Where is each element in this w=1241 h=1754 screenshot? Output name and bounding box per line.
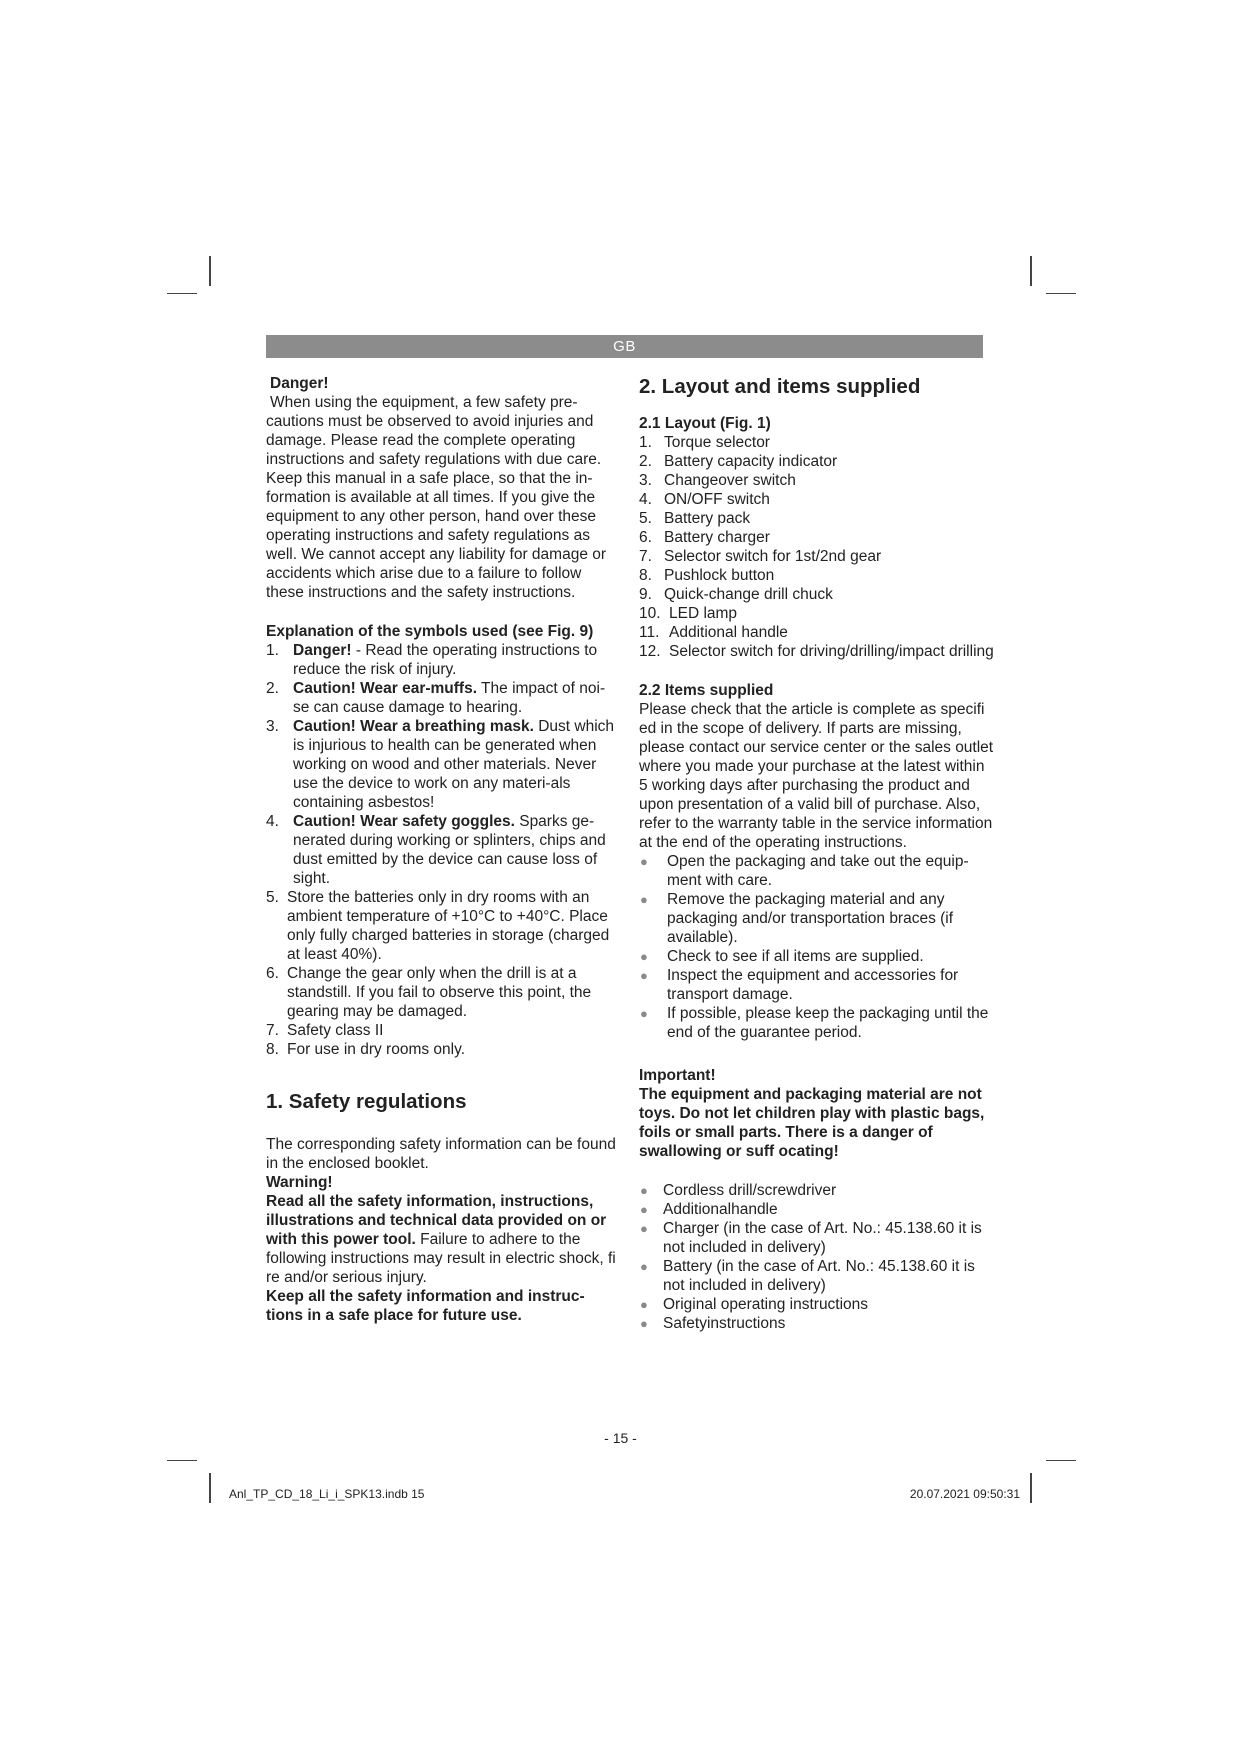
list-item: 7. Selector switch for 1st/2nd gear	[639, 548, 882, 565]
list-item: ● If possible, please keep the packaging until the end of the guarantee period.	[640, 1005, 989, 1041]
list-item: ● Battery (in the case of Art. No.: 45.138.60 it is not included in delivery)	[640, 1258, 975, 1294]
list-item: 4. Caution! Wear safety goggles. Sparks ge-nerated during working or splinters, chips and dust emitted by the device can cause loss of sight.	[266, 813, 606, 887]
bullet-icon: ●	[640, 1316, 648, 1331]
list-item: 2. Caution! Wear ear-muffs. The impact of noi-se can cause damage to hearing.	[266, 680, 606, 716]
list-item: ● Inspect the equipment and accessories for transport damage.	[640, 967, 959, 1003]
left-column	[266, 374, 616, 1325]
list-item: 8. For use in dry rooms only.	[266, 1041, 466, 1058]
list-item: ● Charger (in the case of Art. No.: 45.138.60 it is not included in delivery)	[640, 1220, 982, 1256]
layout-subheading: 2.1 Layout (Fig. 1)	[639, 415, 771, 432]
list-item: 10. LED lamp	[639, 605, 738, 622]
safety-heading: 1. Safety regulations	[266, 1090, 467, 1113]
list-item: 3. Caution! Wear a breathing mask. Dust which is injurious to health can be generated when working on wood and other materials. Never use the device to work on any materi-als containing asbestos!	[266, 718, 615, 811]
list-item: 12. Selector switch for driving/drilling/impact drilling	[639, 643, 994, 660]
crop-mark	[209, 1473, 211, 1503]
language-header-bar: GB	[266, 335, 983, 358]
file-name: Anl_TP_CD_18_Li_i_SPK13.indb 15	[229, 1487, 425, 1501]
list-item: ● Original operating instructions	[640, 1296, 869, 1313]
danger-text: When using the equipment, a few safety pre-cautions must be observed to avoid injuries and damage. Please read the complete operating instructions and safety regulations with due care. Keep this manual in a safe place, so that the in-formation is available at all times. If you give the equipment to any other person, hand over these operating instructions and safety regulations as well. We cannot accept any liability for damage or accidents which arise due to a failure to follow these instructions and the safety instructions.	[266, 394, 607, 601]
bullet-icon: ●	[640, 892, 648, 907]
list-item: 3. Changeover switch	[639, 472, 796, 489]
list-item: 11. Additional handle	[639, 624, 788, 641]
list-item: 2. Battery capacity indicator	[639, 453, 838, 470]
important-title: Important!	[639, 1067, 716, 1084]
warning-title: Warning!	[266, 1174, 333, 1191]
crop-mark	[1046, 293, 1076, 294]
bullet-icon: ●	[640, 1202, 648, 1217]
symbols-list	[266, 641, 616, 1059]
list-item: ● Open the packaging and take out the equip-ment with care.	[640, 853, 969, 889]
bullet-icon: ●	[640, 1259, 648, 1274]
list-item: ● Safetyinstructions	[640, 1315, 786, 1332]
list-item: 8. Pushlock button	[639, 567, 775, 584]
bullet-icon: ●	[640, 854, 648, 869]
bullet-icon: ●	[640, 949, 648, 964]
supplied-text: Please check that the article is complete as specifi ed in the scope of delivery. If parts are missing, please contact our service center or the sales outlet where you made your purchase at the latest within 5 working days after purchasing the product and upon presentation of a valid bill of purchase. Also, refer to the warranty table in the service information at the end of the operating instructions.	[639, 701, 994, 851]
list-item: 9. Quick-change drill chuck	[639, 586, 833, 603]
print-date: 20.07.2021 09:50:31	[909, 1487, 1020, 1501]
list-item: 6. Change the gear only when the drill is at a standstill. If you fail to observe this point, the gearing may be damaged.	[266, 965, 592, 1020]
crop-mark	[1046, 1460, 1076, 1461]
supplied-bullets	[639, 852, 994, 1042]
supplied-subheading: 2.2 Items supplied	[639, 682, 774, 699]
list-item: 1. Danger! - Read the operating instructions to reduce the risk of injury.	[266, 642, 598, 678]
important-text: The equipment and packaging material are not toys. Do not let children play with plastic bags, foils or small parts. There is a danger of swallowing or suff ocating!	[639, 1086, 985, 1160]
bullet-icon: ●	[640, 968, 648, 983]
bullet-icon: ●	[640, 1221, 648, 1236]
danger-title: Danger!	[270, 375, 329, 392]
page-number: - 15 -	[604, 1430, 637, 1446]
bullet-icon: ●	[640, 1297, 648, 1312]
safety-intro: The corresponding safety information can be found in the enclosed booklet.	[266, 1136, 616, 1172]
keep-safe-text: Keep all the safety information and instruc-tions in a safe place for future use.	[266, 1288, 585, 1324]
crop-mark	[1030, 256, 1032, 286]
crop-mark	[167, 293, 197, 294]
right-column	[639, 374, 994, 1333]
symbols-title: Explanation of the symbols used (see Fig. 9)	[266, 623, 594, 640]
list-item: ● Cordless drill/screwdriver	[640, 1182, 837, 1199]
crop-mark	[1030, 1473, 1032, 1503]
list-item: 7. Safety class II	[266, 1022, 384, 1039]
warning-paragraph: Read all the safety information, instructions, illustrations and technical data provided on or with this power tool. Failure to adhere to the following instructions may result in electric shock, fi re and/or serious injury.	[266, 1193, 616, 1286]
list-item: 5. Battery pack	[639, 510, 751, 527]
list-item: ● Additionalhandle	[640, 1201, 778, 1218]
bullet-icon: ●	[640, 1183, 648, 1198]
list-item: ● Check to see if all items are supplied.	[640, 948, 924, 965]
crop-mark	[209, 256, 211, 286]
bullet-icon: ●	[640, 1006, 648, 1021]
delivery-list	[639, 1181, 994, 1333]
list-item: 4. ON/OFF switch	[639, 491, 770, 508]
list-item: 5. Store the batteries only in dry rooms with an ambient temperature of +10°C to +40°C. Place only fully charged batteries in storage (charged at least 40%).	[266, 889, 610, 963]
list-item: 6. Battery charger	[639, 529, 770, 546]
crop-mark	[167, 1460, 197, 1461]
layout-heading: 2. Layout and items supplied	[639, 375, 921, 398]
list-item: 1. Torque selector	[639, 434, 770, 451]
list-item: ● Remove the packaging material and any packaging and/or transportation braces (if available).	[640, 891, 954, 946]
layout-list	[639, 433, 994, 661]
